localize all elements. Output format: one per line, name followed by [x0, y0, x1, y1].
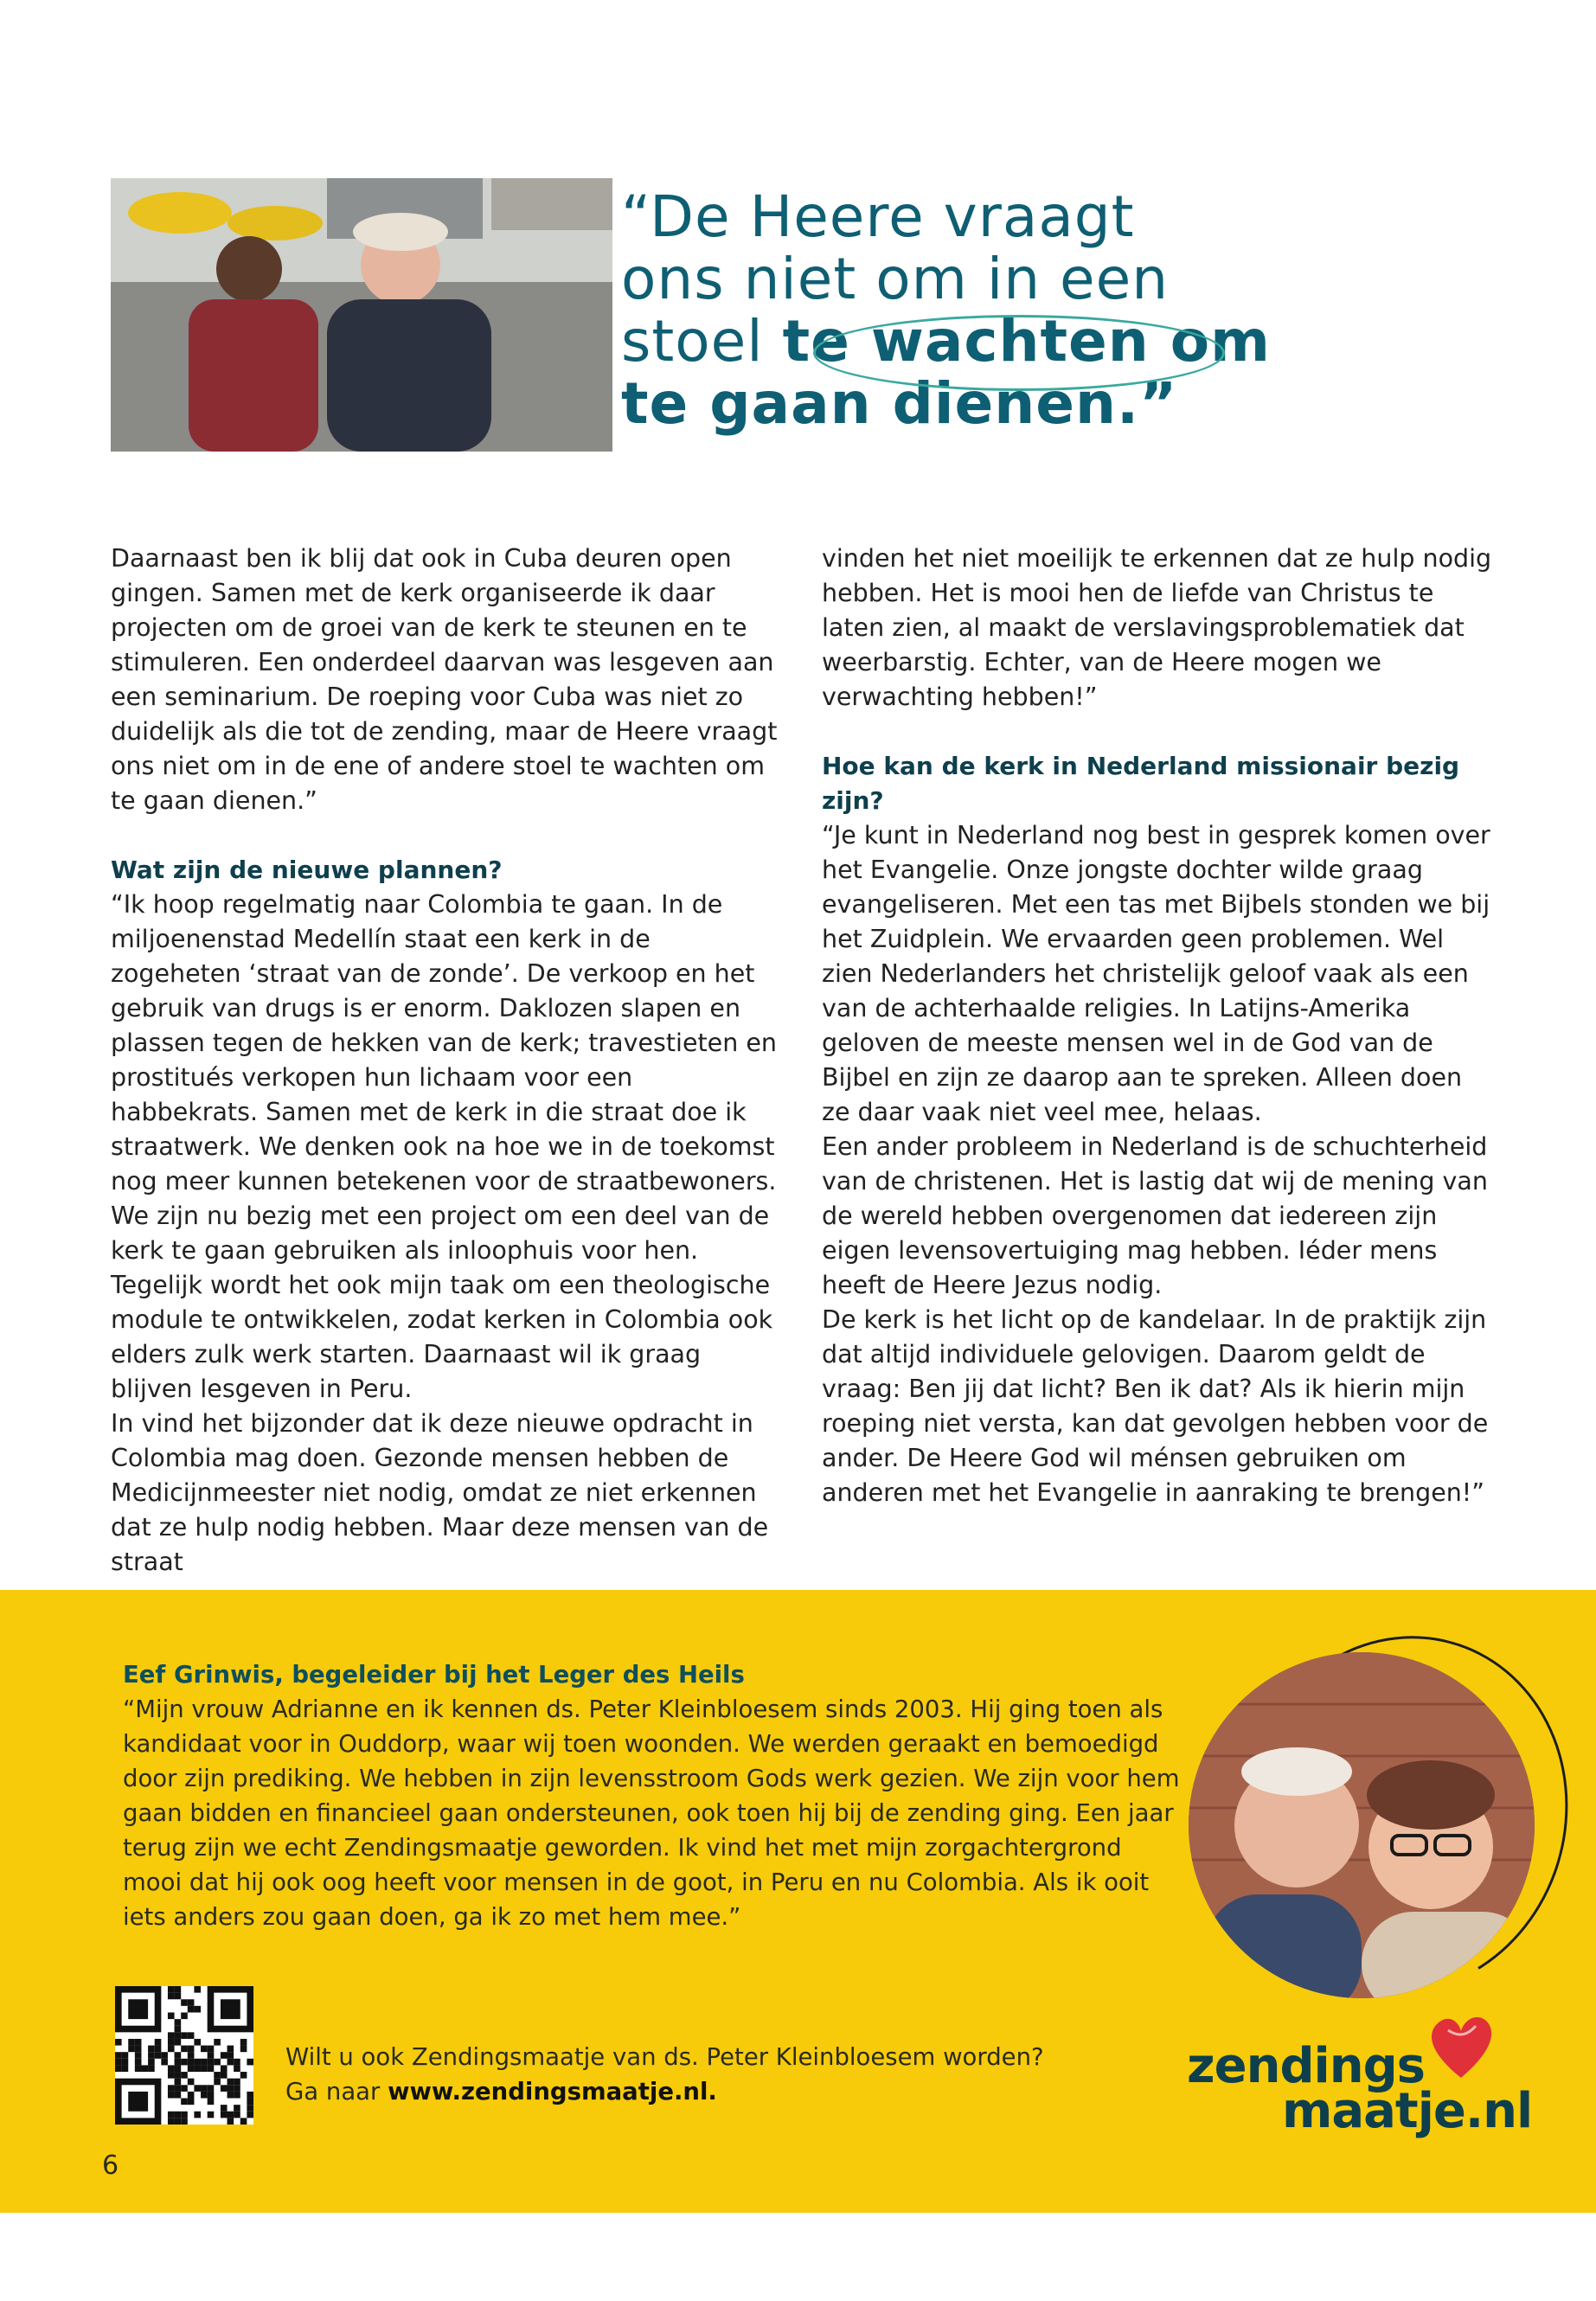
body-paragraph: Tegelijk wordt het ook mijn taak om een theologische module te ontwikkelen, zodat kerken in Colombia ook elders zulk werk starten. Daarnaast wil ik graag blijven lesgeven in Peru.	[111, 1271, 773, 1403]
top-photo	[111, 178, 612, 452]
testimonial-text: “Mijn vrouw Adrianne en ik kennen ds. Peter Kleinbloesem sinds 2003. Hij ging toen als kandidaat voor in Ouddorp, waar wij toen woonden. We werden geraakt en bemoedigd door zijn prediking. We hebben in zijn levensstroom Gods werk gezien. We zijn voor hem gaan bidden en financieel gaan ondersteunen, ook toen hij bij de zending ging. Een jaar terug zijn we echt Zendingsmaatje geworden. Ik vind het met mijn zorgachtergrond mooi dat hij ook oog heeft voor mensen in de goot, in Peru en nu Colombia. Als ik ooit iets anders zou gaan doen, ga ik zo met hem mee.”	[123, 1695, 1180, 1931]
quote-line-3: stoel te wachten om	[621, 308, 1271, 375]
section-heading: Hoe kan de kerk in Nederland missionair bezig zijn?	[822, 752, 1460, 815]
highlight-oval	[813, 315, 1225, 391]
zendingsmaatje-logo	[1187, 2038, 1533, 2142]
testimonial-name: Eef Grinwis, begeleider bij het Leger des Heils	[123, 1661, 745, 1689]
cta-block	[285, 2040, 1044, 2109]
body-paragraph: In vind het bijzonder dat ik deze nieuwe opdracht in Colombia mag doen. Gezonde mensen hebben de Medicijnmeester niet nodig, omdat ze niet erkennen dat ze hulp nodig hebben. Maar deze mensen van de straat	[111, 1409, 769, 1576]
pull-quote	[621, 183, 1417, 437]
testimonial	[123, 1657, 1187, 1934]
body-paragraph: De kerk is het licht op de kandelaar. In de praktijk zijn dat altijd individuele gelovigen. Daarom geldt de vraag: Ben jij dat licht? Ben ik dat? Als ik hierin mijn roeping niet versta, kan dat gevolgen hebben voor de ander. De Heere God wil ménsen gebruiken om anderen met het Evangelie in aanraking te brengen!”	[822, 1305, 1489, 1507]
body-paragraph: Daarnaast ben ik blij dat ook in Cuba deuren open gingen. Samen met de kerk organiseerde ik daar projecten om de groei van de kerk te steunen en te stimuleren. Een onderdeel daarvan was lesgeven aan een seminarium. De roeping voor Cuba was niet zo duidelijk als die tot de zending, maar de Heere vraagt ons niet om in de ene of andere stoel te wachten om te gaan dienen.”	[111, 544, 778, 815]
section-heading: Wat zijn de nieuwe plannen?	[111, 856, 503, 884]
paragraph-gap	[111, 818, 785, 853]
logo-line-2: maatje.nl	[1282, 2083, 1533, 2139]
body-paragraph: “Ik hoop regelmatig naar Colombia te gaan. In de miljoenenstad Medellín staat een kerk in de zogeheten ‘straat van de zonde’. De verkoop en het gebruik van drugs is er enorm. Daklozen slapen en plassen tegen de hekken van de kerk; travestieten en prostitués verkopen hun lichaam voor een habbekrats. Samen met de kerk in die straat doe ik straatwerk. We denken ook na hoe we in de toekomst nog meer kunnen betekenen voor de straatbewoners. We zijn nu bezig met een project om een deel van de kerk te gaan gebruiken als inloophuis voor hen.	[111, 890, 777, 1265]
website-link[interactable]: www.zendingsmaatje.nl.	[388, 2078, 717, 2106]
portrait-photo	[1189, 1652, 1535, 1998]
quote-line-1: “De Heere vraagt	[621, 183, 1135, 250]
right-column	[822, 542, 1497, 1510]
body-paragraph: “Je kunt in Nederland nog best in gesprek komen over het Evangelie. Onze jongste dochter wilde graag evangeliseren. Met een tas met Bijbels stonden we bij het Zuidplein. We ervaarden geen problemen. Wel zien Nederlanders het christelijk geloof vaak als een van de achterhaalde religies. In Latijns-Amerika geloven de meeste mensen wel in de God van de Bijbel en zijn ze daarop aan te spreken. Alleen doen ze daar vaak niet veel mee, helaas.	[822, 821, 1490, 1126]
body-paragraph: Een ander probleem in Nederland is de schuchterheid van de christenen. Het is lastig dat wij de mening van de wereld hebben overgenomen dat iedereen zijn eigen levensovertuiging mag hebben. Iéder mens heeft de Heere Jezus nodig.	[822, 1132, 1488, 1299]
quote-line-4: te gaan dienen.”	[621, 370, 1178, 437]
page-number: 6	[102, 2150, 119, 2181]
body-paragraph: vinden het niet moeilijk te erkennen dat ze hulp nodig hebben. Het is mooi hen de liefde van Christus te laten zien, al maakt de verslavingsproblematiek dat weerbarstig. Echter, van de Heere mogen we verwachting hebben!”	[822, 544, 1492, 711]
quote-line-2: ons niet om in een	[621, 246, 1170, 312]
logo-line-1: zendings	[1187, 2038, 1426, 2094]
heart-icon	[1422, 2009, 1500, 2086]
cta-line-2: Ga naar www.zendingsmaatje.nl.	[285, 2078, 717, 2106]
qr-code[interactable]	[115, 1986, 253, 2125]
cta-line-1: Wilt u ook Zendingsmaatje van ds. Peter Kleinbloesem worden?	[285, 2043, 1044, 2071]
paragraph-gap	[822, 715, 1497, 749]
left-column	[111, 542, 785, 1580]
